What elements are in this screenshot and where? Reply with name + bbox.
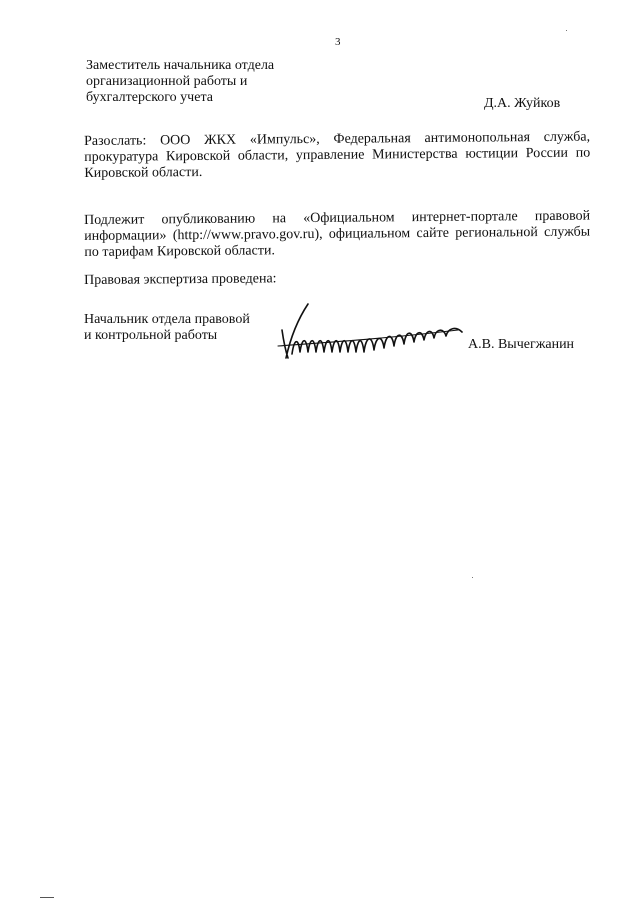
scan-artifact [472,577,473,578]
handwritten-signature [272,300,467,362]
signer-name: Д.А. Жуйков [484,96,561,111]
signer-title [86,58,346,106]
legal-expertise-note: Правовая экспертиза проведена: [84,271,277,288]
signer-title-line: бухгалтерского учета [86,90,213,105]
head-title [84,312,284,344]
scan-artifact [566,30,567,31]
scan-artifact [40,897,54,898]
head-name: А.В. Вычегжанин [468,337,575,352]
head-title-line: и контрольной работы [84,328,218,343]
signer-title-line: Заместитель начальника отдела [86,58,275,73]
publication-notice: Подлежит опубликованию на «Официальном интернет-портале правовой информации» (http://www.pravo.gov.ru), официальном сайте региональной службы по тарифам Кировской области. [84,208,591,260]
signer-title-line: организационной работы и [86,74,248,89]
page-number: 3 [335,36,341,48]
distribution-list: Разослать: ООО ЖКХ «Импульс», Федеральная антимонопольная служба, прокуратура Кировской области, управление Министерства юстиции России по Кировской области. [84,129,591,181]
head-title-line: Начальник отдела правовой [84,312,250,327]
